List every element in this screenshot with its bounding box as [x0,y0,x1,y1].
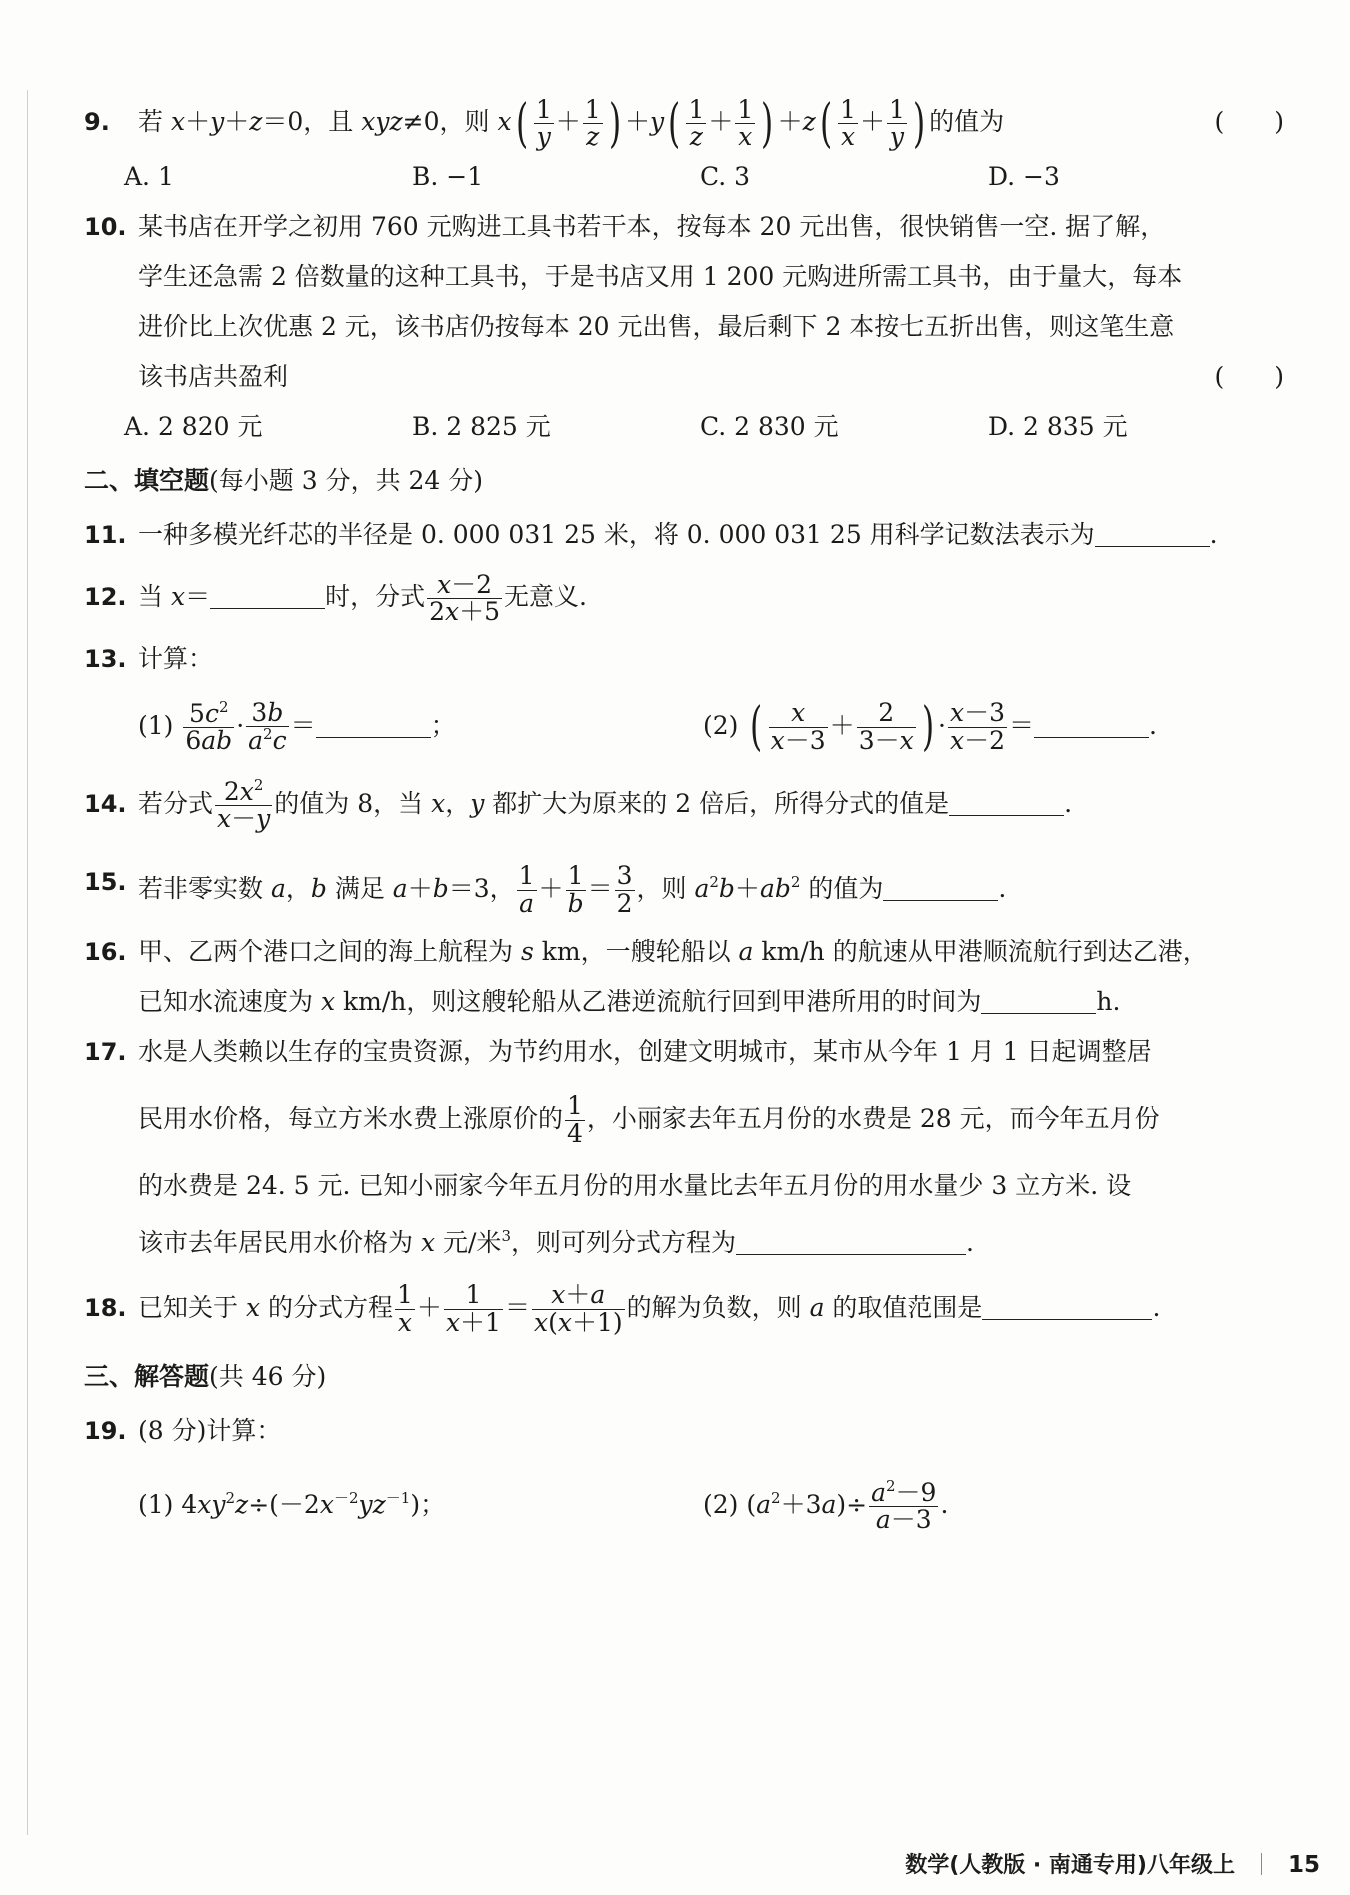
question-number: 14. [84,789,127,818]
answer-blank[interactable] [210,578,325,609]
answer-parentheses: ( ) [1214,107,1284,136]
question-number: 12. [84,583,127,611]
question-number: 10. [84,213,127,241]
question-number: 13. [84,645,127,673]
question-11: 11. 一种多模光纤芯的半径是 0. 000 031 25 米，将 0. 000 031 25 用科学记数法表示为 . [84,508,1284,562]
question-15 [84,844,1284,927]
question-12 [84,562,1284,632]
question-number: 18. [84,1293,127,1322]
answer-blank[interactable] [1095,516,1210,547]
question-text: 已知关于 x 的分式方程 $\frac{1}{x}$ ＋ $\frac{1}{x+1}$ ＝ $\frac{x+a}{x(x+1)}$ 的解为负数，则 a 的取值范围是 . [138,1280,1161,1337]
choices-9 [124,152,1284,202]
sub-item-1: (1) $\frac{5c^2}{6ab}$ · $\frac{3b}{a^2c}$ ＝ ； [138,697,456,755]
question-10 [84,202,1284,402]
text-line: 的水费是 24. 5 元. 已知小丽家今年五月份的用水量比去年五月份的用水量少 3 立方米. 设 [138,1170,1132,1200]
question-text: 水是人类赖以生存的宝贵资源，为节约用水，创建文明城市，某市从今年 1 月 1 日起调整居 民用水价格，每立方米水费上涨原价的 $\frac{1}{4}$ ，小丽家去年五月份的水费是 28 元，而今年五月份 的水费是 24. 5 元. 已知小丽家今年五月份的用水量比去年五月份的用水量少 3 立方米. 设 该市去年居民用水价格为 x 元/米$^3$，则可列分式方程为 . [138,1027,1284,1268]
question-text: 计算： [138,644,214,673]
question-text [138,202,1284,402]
question-number: 19. [84,1416,127,1445]
question-19 [84,1404,1284,1458]
answer-blank[interactable] [883,870,998,901]
page-content [84,92,1284,1545]
question-17 [84,1027,1284,1268]
question-text: (8 分)计算： [138,1415,282,1445]
question-text: 甲、乙两个港口之间的海上航程为 s km，一艘轮船以 a km/h 的航速从甲港顺流航行到达乙港， 已知水流速度为 x km/h，则这艘轮船从乙港逆流航行回到甲港所用的时间为 h. [138,936,1208,1016]
sub-item-1: (1) $4xy^2z\div(-2x^{-2}yz^{-1})$； [138,1488,446,1519]
text-line: 该书店共盈利 [138,362,289,391]
question-text: 当 x＝ 时，分式 $\frac{x-2}{2x+5}$ 无意义. [138,569,587,626]
answer-blank[interactable] [1034,707,1149,738]
sub-item-2: (2) ( $\frac{x}{x-3}$ ＋ $\frac{2}{3-x}$ ) · $\frac{x-3}{x-2}$ ＝ . [703,697,1157,757]
sub-items-19 [138,1458,1284,1545]
section-title: 二、填空题 [84,466,210,495]
answer-blank[interactable] [316,707,431,738]
question-number: 17. [84,1037,127,1066]
question-text: 若 x＋y＋z＝0，且 xyz≠0，则 x( $\frac{1}{y}$ ＋ $\frac{1}{z}$ ) ＋y( $\frac{1}{z}$ ＋ $\frac{1}{x}$ ) ＋z( $\frac{1}{x}$ ＋ $\frac{1}{y}$ ) 的值为 [138,93,1005,154]
question-number: 9. [84,108,110,136]
choice-d: D. 2 835 元 [988,412,1128,441]
answer-parentheses: ( ) [1214,362,1284,391]
text-line: 学生还急需 2 倍数量的这种工具书，于是书店又用 1 200 元购进所需工具书，由于量大，每本 [138,262,1183,291]
question-13 [84,632,1284,686]
question-number: 15. [84,867,127,896]
section-title: 三、解答题 [84,1361,210,1391]
text-line: 水是人类赖以生存的宝贵资源，为节约用水，创建文明城市，某市从今年 1 月 1 日起调整居 [138,1036,1152,1066]
answer-blank[interactable] [736,1224,966,1255]
footer-divider [1261,1853,1262,1875]
question-text: 若非零实数 a，b 满足 a＋b＝3， $\frac{1}{a}$ ＋ $\frac{1}{b}$ ＝ $\frac{3}{2}$ ，则 $a^2b+ab^2$ 的值为 . [138,861,1007,918]
sub-item-2: (2) $(a^2+3a)\div$ $\frac{a^2-9}{a-3}$ . [703,1476,949,1534]
section-note: (每小题 3 分，共 24 分) [209,466,484,495]
question-text: 若分式 $\frac{2x^2}{x-y}$ 的值为 8，当 x，y 都扩大为原来的 2 倍后，所得分式的值是 . [138,775,1073,833]
choice-c: C. 3 [700,162,751,191]
question-18 [84,1268,1284,1348]
question-14 [84,764,1284,844]
answer-blank[interactable] [982,1289,1152,1320]
question-16 [84,927,1284,1027]
question-text: 一种多模光纤芯的半径是 0. 000 031 25 米，将 0. 000 031 25 用科学记数法表示为 [138,520,1095,549]
page-footer [905,1848,1320,1879]
text-line: 某书店在开学之初用 760 元购进工具书若干本，按每本 20 元出售，很快销售一空. 据了解， [138,212,1166,241]
section-heading [84,456,1284,506]
choice-b: B. 2 825 元 [412,412,551,441]
question-9 [84,92,1284,152]
text-line: 进价比上次优惠 2 元，该书店仍按每本 20 元出售，最后剩下 2 本按七五折出售，则这笔生意 [138,312,1175,341]
page-number: 15 [1287,1852,1320,1878]
choice-c: C. 2 830 元 [700,412,839,441]
question-number: 16. [84,937,127,966]
choice-a: A. 2 820 元 [124,412,263,441]
choice-a: A. 1 [124,162,174,191]
book-title: 数学(人教版 · 南通专用)八年级上 [905,1853,1235,1878]
sub-items-13 [138,686,1284,764]
choice-b: B. −1 [412,162,484,191]
question-number: 11. [84,521,127,549]
section-note: (共 46 分) [209,1361,327,1391]
section-heading [84,1352,1284,1402]
answer-blank[interactable] [949,785,1064,816]
choices-10 [124,402,1284,452]
margin-line [27,90,28,1835]
choice-d: D. −3 [988,162,1060,191]
answer-blank[interactable] [981,983,1096,1014]
